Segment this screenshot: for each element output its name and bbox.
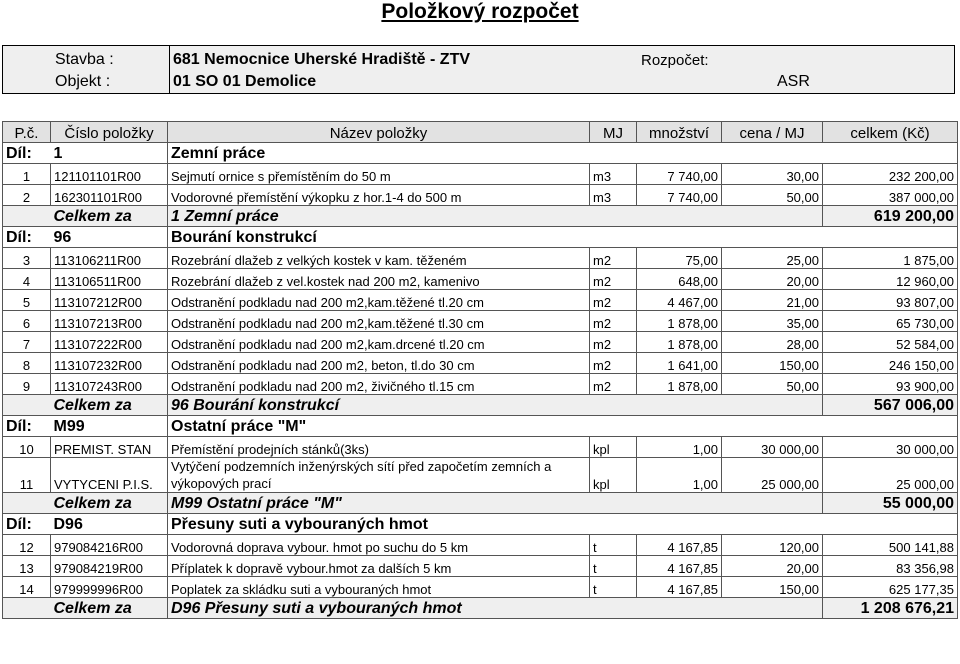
item-unit-price: 150,00 bbox=[722, 577, 823, 598]
total-spacer bbox=[3, 206, 51, 227]
table-row bbox=[3, 437, 958, 458]
item-code: 113107222R00 bbox=[51, 332, 168, 353]
item-unit-price: 30 000,00 bbox=[722, 437, 823, 458]
item-name: Rozebrání dlažeb z vel.kostek nad 200 m2, kamenivo bbox=[168, 269, 590, 290]
stavba-value: 681 Nemocnice Uherské Hradiště - ZTV bbox=[173, 51, 471, 68]
dil-row bbox=[3, 416, 958, 437]
item-number: 13 bbox=[3, 556, 51, 577]
header-box bbox=[2, 45, 955, 94]
table-row bbox=[3, 290, 958, 311]
item-number: 7 bbox=[3, 332, 51, 353]
item-name: Rozebrání dlažeb z velkých kostek v kam. těženém bbox=[168, 248, 590, 269]
item-unit: t bbox=[590, 577, 637, 598]
dil-label: Díl: bbox=[3, 416, 51, 437]
item-quantity: 1 878,00 bbox=[637, 374, 722, 395]
item-name: Vodorovná doprava vybour. hmot po suchu do 5 km bbox=[168, 535, 590, 556]
item-name: Příplatek k dopravě vybour.hmot za dalších 5 km bbox=[168, 556, 590, 577]
stavba-label: Stavba : bbox=[55, 51, 114, 68]
header-divider bbox=[169, 46, 170, 93]
item-quantity: 7 740,00 bbox=[637, 164, 722, 185]
item-quantity: 4 167,85 bbox=[637, 556, 722, 577]
item-unit-price: 20,00 bbox=[722, 556, 823, 577]
dil-label: Díl: bbox=[3, 143, 51, 164]
item-quantity: 1 878,00 bbox=[637, 332, 722, 353]
table-row bbox=[3, 269, 958, 290]
dil-code: M99 bbox=[51, 416, 168, 437]
table-row bbox=[3, 458, 958, 493]
item-name: Odstranění podkladu nad 200 m2,kam.těžené tl.20 cm bbox=[168, 290, 590, 311]
total-name: 96 Bourání konstrukcí bbox=[168, 395, 823, 416]
item-number: 9 bbox=[3, 374, 51, 395]
item-unit-price: 20,00 bbox=[722, 269, 823, 290]
item-total: 625 177,35 bbox=[823, 577, 958, 598]
item-unit-price: 50,00 bbox=[722, 374, 823, 395]
item-unit: m2 bbox=[590, 374, 637, 395]
table-row bbox=[3, 577, 958, 598]
item-number: 6 bbox=[3, 311, 51, 332]
section-total-row bbox=[3, 206, 958, 227]
table-row bbox=[3, 353, 958, 374]
item-unit: m2 bbox=[590, 290, 637, 311]
item-name: Odstranění podkladu nad 200 m2,kam.těžené tl.30 cm bbox=[168, 311, 590, 332]
item-name: Odstranění podkladu nad 200 m2,kam.drcené tl.20 cm bbox=[168, 332, 590, 353]
table-row bbox=[3, 311, 958, 332]
col-header-pc: P.č. bbox=[3, 122, 51, 143]
dil-code: 96 bbox=[51, 227, 168, 248]
dil-code: D96 bbox=[51, 514, 168, 535]
section-total: 55 000,00 bbox=[823, 493, 958, 514]
item-unit: m2 bbox=[590, 248, 637, 269]
item-code: 113107232R00 bbox=[51, 353, 168, 374]
item-unit-price: 25,00 bbox=[722, 248, 823, 269]
item-quantity: 7 740,00 bbox=[637, 185, 722, 206]
item-total: 83 356,98 bbox=[823, 556, 958, 577]
item-unit: kpl bbox=[590, 437, 637, 458]
item-number: 11 bbox=[3, 458, 51, 493]
item-quantity: 4 167,85 bbox=[637, 535, 722, 556]
table-row bbox=[3, 248, 958, 269]
section-total-row bbox=[3, 493, 958, 514]
dil-name: Přesuny suti a vybouraných hmot bbox=[168, 514, 958, 535]
dil-code: 1 bbox=[51, 143, 168, 164]
objekt-value: 01 SO 01 Demolice bbox=[173, 73, 317, 90]
item-code: 979084219R00 bbox=[51, 556, 168, 577]
item-quantity: 1 641,00 bbox=[637, 353, 722, 374]
item-quantity: 1 878,00 bbox=[637, 311, 722, 332]
item-unit: m3 bbox=[590, 185, 637, 206]
col-header-cislo: Číslo položky bbox=[51, 122, 168, 143]
table-row bbox=[3, 374, 958, 395]
item-unit: m2 bbox=[590, 332, 637, 353]
item-name: Odstranění podkladu nad 200 m2, živičného tl.15 cm bbox=[168, 374, 590, 395]
rozpocet-label: Rozpočet: bbox=[641, 52, 709, 69]
item-number: 5 bbox=[3, 290, 51, 311]
item-code: 113107212R00 bbox=[51, 290, 168, 311]
item-code: VYTYCENI P.I.S. bbox=[51, 458, 168, 493]
item-name: Poplatek za skládku suti a vybouraných hmot bbox=[168, 577, 590, 598]
item-code: 113107243R00 bbox=[51, 374, 168, 395]
item-total: 93 807,00 bbox=[823, 290, 958, 311]
item-unit: m2 bbox=[590, 269, 637, 290]
item-code: 979084216R00 bbox=[51, 535, 168, 556]
item-unit-price: 30,00 bbox=[722, 164, 823, 185]
table-header-row bbox=[3, 122, 958, 143]
item-unit-price: 25 000,00 bbox=[722, 458, 823, 493]
total-label: Celkem za bbox=[51, 598, 168, 619]
item-number: 14 bbox=[3, 577, 51, 598]
item-quantity: 648,00 bbox=[637, 269, 722, 290]
item-code: 162301101R00 bbox=[51, 185, 168, 206]
item-number: 1 bbox=[3, 164, 51, 185]
item-number: 4 bbox=[3, 269, 51, 290]
item-name: Přemístění prodejních stánků(3ks) bbox=[168, 437, 590, 458]
item-code: 121101101R00 bbox=[51, 164, 168, 185]
total-label: Celkem za bbox=[51, 206, 168, 227]
item-unit-price: 28,00 bbox=[722, 332, 823, 353]
item-code: 113106511R00 bbox=[51, 269, 168, 290]
page-title: Položkový rozpočet bbox=[381, 0, 579, 23]
col-header-mnozstvi: množství bbox=[637, 122, 722, 143]
item-quantity: 4 167,85 bbox=[637, 577, 722, 598]
col-header-mj: MJ bbox=[590, 122, 637, 143]
dil-name: Bourání konstrukcí bbox=[168, 227, 958, 248]
table-row bbox=[3, 535, 958, 556]
col-header-nazev: Název položky bbox=[168, 122, 590, 143]
item-unit: kpl bbox=[590, 458, 637, 493]
item-unit: t bbox=[590, 556, 637, 577]
section-total-row bbox=[3, 395, 958, 416]
section-total: 567 006,00 bbox=[823, 395, 958, 416]
dil-label: Díl: bbox=[3, 227, 51, 248]
item-unit-price: 35,00 bbox=[722, 311, 823, 332]
item-total: 52 584,00 bbox=[823, 332, 958, 353]
table-row bbox=[3, 332, 958, 353]
dil-row bbox=[3, 514, 958, 535]
item-unit: t bbox=[590, 535, 637, 556]
item-total: 1 875,00 bbox=[823, 248, 958, 269]
total-name: M99 Ostatní práce "M" bbox=[168, 493, 823, 514]
item-unit-price: 150,00 bbox=[722, 353, 823, 374]
total-spacer bbox=[3, 598, 51, 619]
item-code: 113106211R00 bbox=[51, 248, 168, 269]
item-name: Odstranění podkladu nad 200 m2, beton, tl.do 30 cm bbox=[168, 353, 590, 374]
item-total: 246 150,00 bbox=[823, 353, 958, 374]
item-code: 979999996R00 bbox=[51, 577, 168, 598]
total-label: Celkem za bbox=[51, 493, 168, 514]
item-unit: m2 bbox=[590, 311, 637, 332]
item-name: Sejmutí ornice s přemístěním do 50 m bbox=[168, 164, 590, 185]
dil-row bbox=[3, 143, 958, 164]
item-unit-price: 50,00 bbox=[722, 185, 823, 206]
total-name: 1 Zemní práce bbox=[168, 206, 823, 227]
item-unit: m2 bbox=[590, 353, 637, 374]
table-row bbox=[3, 164, 958, 185]
item-number: 10 bbox=[3, 437, 51, 458]
item-quantity: 4 467,00 bbox=[637, 290, 722, 311]
item-unit: m3 bbox=[590, 164, 637, 185]
total-spacer bbox=[3, 493, 51, 514]
section-total-row bbox=[3, 598, 958, 619]
item-name: Vodorovné přemístění výkopku z hor.1-4 do 500 m bbox=[168, 185, 590, 206]
section-total: 619 200,00 bbox=[823, 206, 958, 227]
total-label: Celkem za bbox=[51, 395, 168, 416]
item-number: 12 bbox=[3, 535, 51, 556]
item-total: 232 200,00 bbox=[823, 164, 958, 185]
item-total: 387 000,00 bbox=[823, 185, 958, 206]
item-total: 93 900,00 bbox=[823, 374, 958, 395]
item-total: 65 730,00 bbox=[823, 311, 958, 332]
rozpocet-value: ASR bbox=[777, 73, 810, 90]
item-code: 113107213R00 bbox=[51, 311, 168, 332]
item-quantity: 75,00 bbox=[637, 248, 722, 269]
item-total: 12 960,00 bbox=[823, 269, 958, 290]
item-total: 500 141,88 bbox=[823, 535, 958, 556]
total-spacer bbox=[3, 395, 51, 416]
item-quantity: 1,00 bbox=[637, 437, 722, 458]
dil-name: Ostatní práce "M" bbox=[168, 416, 958, 437]
table-row bbox=[3, 185, 958, 206]
item-name: Vytýčení podzemních inženýrských sítí před započetím zemních a výkopových prací bbox=[168, 458, 590, 493]
item-number: 3 bbox=[3, 248, 51, 269]
item-number: 2 bbox=[3, 185, 51, 206]
items-table-body bbox=[3, 122, 958, 619]
items-table bbox=[2, 121, 958, 619]
item-code: PREMIST. STAN bbox=[51, 437, 168, 458]
item-unit-price: 120,00 bbox=[722, 535, 823, 556]
item-total: 25 000,00 bbox=[823, 458, 958, 493]
col-header-cena: cena / MJ bbox=[722, 122, 823, 143]
objekt-label: Objekt : bbox=[55, 73, 111, 90]
item-unit-price: 21,00 bbox=[722, 290, 823, 311]
item-total: 30 000,00 bbox=[823, 437, 958, 458]
item-number: 8 bbox=[3, 353, 51, 374]
dil-row bbox=[3, 227, 958, 248]
item-quantity: 1,00 bbox=[637, 458, 722, 493]
dil-name: Zemní práce bbox=[168, 143, 958, 164]
section-total: 1 208 676,21 bbox=[823, 598, 958, 619]
dil-label: Díl: bbox=[3, 514, 51, 535]
col-header-celkem: celkem (Kč) bbox=[823, 122, 958, 143]
total-name: D96 Přesuny suti a vybouraných hmot bbox=[168, 598, 823, 619]
table-row bbox=[3, 556, 958, 577]
